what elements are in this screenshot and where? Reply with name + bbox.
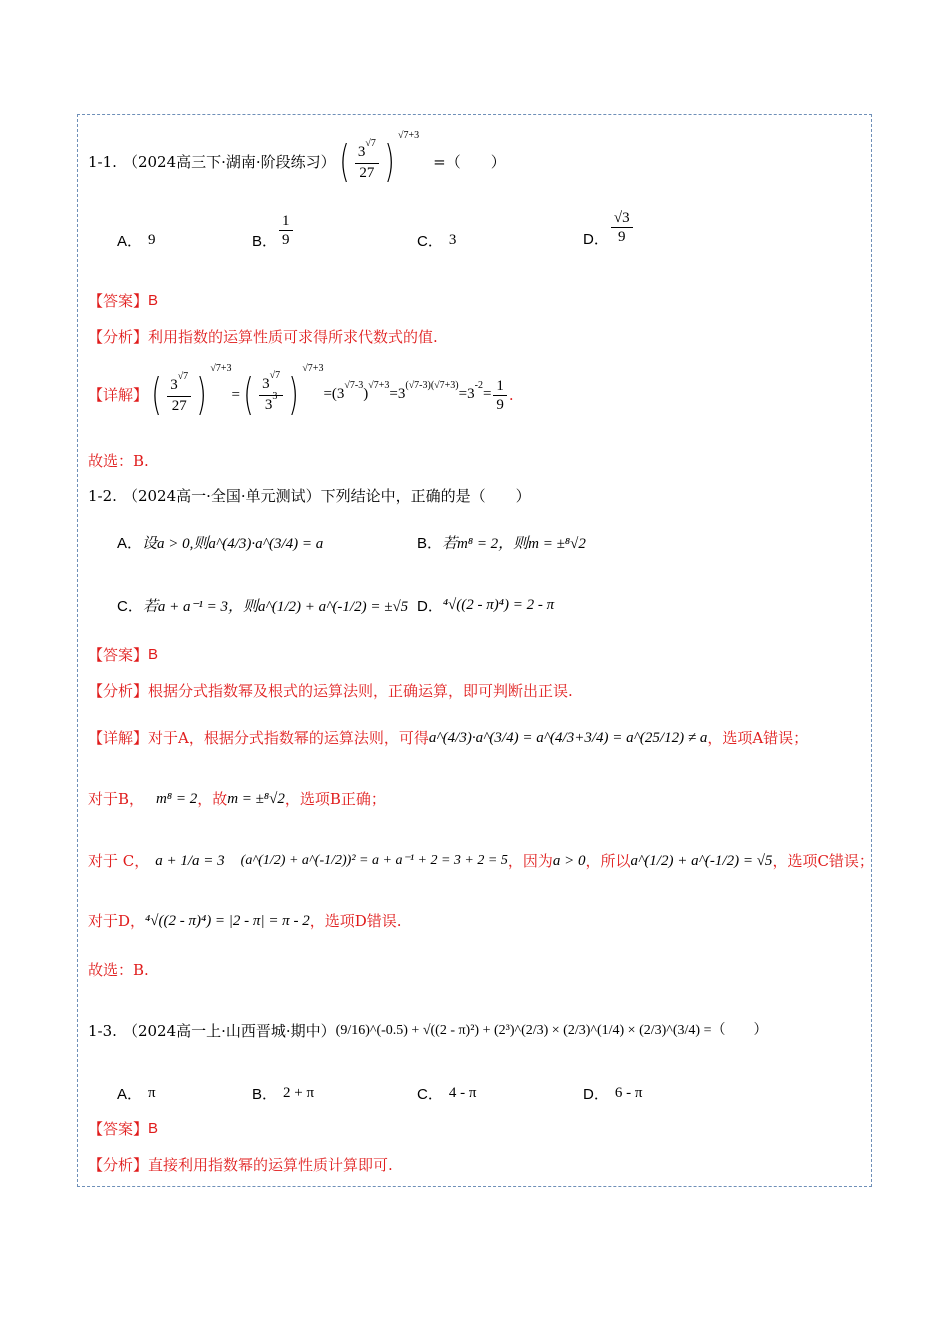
q1-detail: 【详解】 ( $\frac{3^{√7}}{27}$ ) √7+3 = ( $\frac{3^{√7}}{3^3}$ ) √7+3 $=(3^{√7-3})^{√7+3}=3^{(√7-3)(√7+3)}=3^{-2}=$ $\frac{1}{9}$ . bbox=[88, 363, 514, 420]
q1-number: 1-1. bbox=[88, 153, 117, 171]
q1-conclusion: 故选：B. bbox=[88, 452, 149, 470]
q1-option-b: B． $\frac{1}{9}$ bbox=[252, 210, 295, 251]
q1-option-d: D． $\frac{√3}{9}$ bbox=[583, 206, 635, 249]
q3-option-b: B． 2 + π bbox=[252, 1085, 315, 1103]
q2-detail-d: 对于D， ⁴√((2 - π)⁴) = |2 - π| = π - 2 ，选项D错误. bbox=[88, 912, 402, 930]
q1-expr-exponent: √7+3 bbox=[398, 130, 420, 141]
q1-answer: 【答案】 B bbox=[88, 292, 159, 310]
q1-stem bbox=[88, 130, 506, 187]
q3-answer: 【答案】 B bbox=[88, 1120, 159, 1138]
q3-option-d: D． 6 - π bbox=[583, 1085, 643, 1103]
q2-option-d: D． ⁴√((2 - π)⁴) = 2 - π bbox=[417, 597, 555, 615]
q2-detail-b: 对于B， m⁸ = 2 ，故 m = ±⁸√2 ，选项B正确； bbox=[88, 790, 386, 808]
q3-option-a: A． π bbox=[117, 1085, 156, 1103]
q2-stem: 1-2. （2024高一·全国·单元测试）下列结论中，正确的是（ ） bbox=[88, 487, 531, 505]
q1-analysis: 【分析】 利用指数的运算性质可求得所求代数式的值. bbox=[88, 328, 438, 346]
q2-answer: 【答案】 B bbox=[88, 646, 159, 664]
q2-detail-c: 对于 C， a + 1/a = 3 (a^(1/2) + a^(-1/2))² = a + a⁻¹ + 2 = 3 + 2 = 5 ，因为 a > 0 ，所以 a^(1/2) + a^(-1/2) = √5 ，选项C错误； bbox=[88, 852, 874, 870]
q3-expression: (9/16)^(-0.5) + √((2 - π)²) + (2³)^(2/3) × (2/3)^(1/4) × (2/3)^(3/4) =（ ） bbox=[335, 1023, 768, 1038]
q1-expr-fraction: $\frac{3^{√7}}{27}$ bbox=[355, 143, 379, 182]
q2-option-b: B． 若m⁸ = 2，则m = ±⁸√2 bbox=[417, 535, 586, 552]
q2-conclusion: 故选：B. bbox=[88, 961, 149, 979]
q2-detail-a: 【详解】 对于A，根据分式指数幂的运算法则，可得 a^(4/3)·a^(3/4) = a^(4/3+3/4) = a^(25/12) ≠ a ，选项A错误； bbox=[88, 729, 809, 747]
q1-option-c: C． 3 bbox=[417, 232, 457, 250]
q2-option-a: A． 设a > 0,则a^(4/3)·a^(3/4) = a bbox=[117, 535, 324, 552]
q2-analysis: 【分析】 根据分式指数幂及根式的运算法则，正确运算，即可判断出正误. bbox=[88, 682, 573, 700]
q3-stem: 1-3. （2024高一上·山西晋城·期中） (9/16)^(-0.5) + √((2 - π)²) + (2³)^(2/3) × (2/3)^(1/4) × (2/3)^(3/4) =（ ） bbox=[88, 1022, 768, 1040]
q3-analysis: 【分析】 直接利用指数幂的运算性质计算即可. bbox=[88, 1156, 393, 1174]
q1-tail: =（ ） bbox=[433, 153, 506, 171]
q1-source: （2024高三下·湖南·阶段练习） bbox=[122, 153, 336, 171]
q3-option-c: C． 4 - π bbox=[417, 1085, 477, 1103]
q2-option-c: C． 若a + a⁻¹ = 3，则a^(1/2) + a^(-1/2) = ±√5 bbox=[117, 598, 409, 615]
q1-rparen: ) bbox=[384, 136, 395, 187]
q1-lparen: ( bbox=[339, 136, 350, 187]
q1-option-a: A． 9 bbox=[117, 232, 156, 250]
